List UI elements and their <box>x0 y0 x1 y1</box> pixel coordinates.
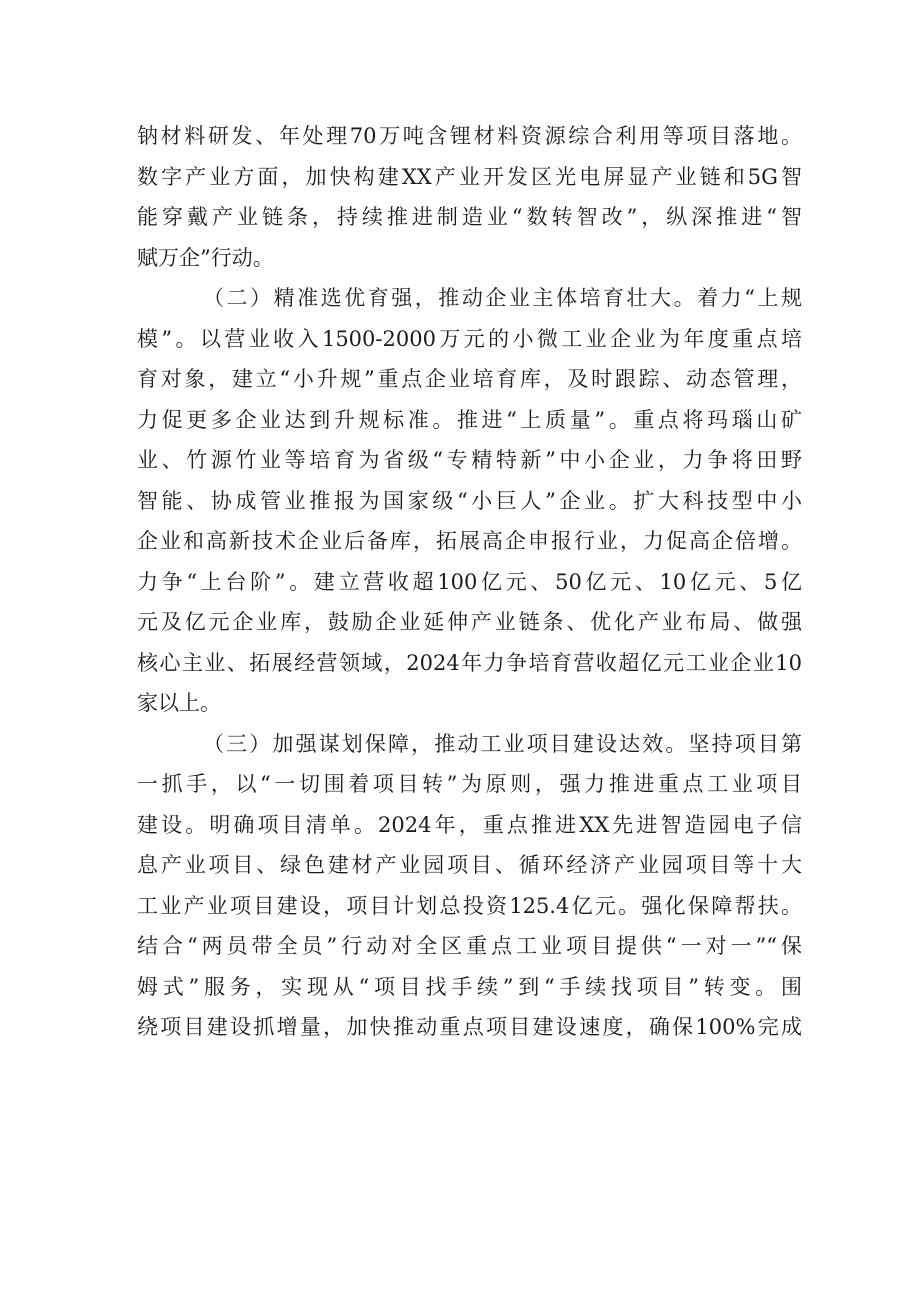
text-line: 核心主业、拓展经营领域，2024年力争培育营收超亿元工业企业10 <box>137 650 802 675</box>
text-line: 元及亿元企业库，鼓励企业延伸产业链条、优化产业布局、做强 <box>137 610 802 634</box>
text-line: 能穿戴产业链条，持续推进制造业“数转智改”，纵深推进“智 <box>137 205 802 229</box>
text-line: 结合“两员带全员”行动对全区重点工业项目提供“一对一”“保 <box>137 934 802 958</box>
text-line: 育对象，建立“小升规”重点企业培育库，及时跟踪、动态管理， <box>137 367 802 391</box>
text-line: 业、竹源竹业等培育为省级“专精特新”中小企业，力争将田野 <box>137 448 802 472</box>
text-line: 建设。明确项目清单。2024年，重点推进XX先进智造园电子信 <box>137 812 802 837</box>
text-line: 工业产业项目建设，项目计划总投资125.4亿元。强化保障帮扶。 <box>137 893 802 918</box>
text-line: 一抓手，以“一切围着项目转”为原则，强力推进重点工业项目 <box>137 772 802 796</box>
text-line: 息产业项目、绿色建材产业园项目、循环经济产业园项目等十大 <box>137 853 802 877</box>
text-line: 企业和高新技术企业后备库，拓展高企申报行业，力促高企倍增。 <box>137 529 802 553</box>
document-body <box>137 116 802 1048</box>
text-line: 赋万企”行动。 <box>137 245 274 270</box>
paragraph-enterprise-cultivation <box>137 278 802 724</box>
text-line: 模”。以营业收入1500-2000万元的小微工业企业为年度重点培 <box>137 326 802 351</box>
text-line: 数字产业方面，加快构建XX产业开发区光电屏显产业链和5G智 <box>137 164 802 189</box>
text-line: 智能、协成管业推报为国家级“小巨人”企业。扩大科技型中小 <box>137 488 802 513</box>
text-line: 力促更多企业达到升规标准。推进“上质量”。重点将玛瑙山矿 <box>137 407 802 432</box>
text-line: 绕项目建设抓增量，加快推动重点项目建设速度，确保100%完成 <box>137 1015 802 1039</box>
paragraph-project-construction <box>137 724 802 1048</box>
text-line: 力争“上台阶”。建立营收超100亿元、50亿元、10亿元、5亿 <box>137 569 802 594</box>
paragraph-heading-line: （三）加强谋划保障，推动工业项目建设达效。坚持项目第 <box>203 731 802 756</box>
text-line: 钠材料研发、年处理70万吨含锂材料资源综合利用等项目落地。 <box>137 124 802 148</box>
paragraph-digital-industry <box>137 116 802 278</box>
paragraph-heading-line: （二）精准选优育强，推动企业主体培育壮大。着力“上规 <box>203 286 802 310</box>
text-line: 姆式”服务，实现从“项目找手续”到“手续找项目”转变。围 <box>137 974 802 999</box>
text-line: 家以上。 <box>137 691 221 715</box>
